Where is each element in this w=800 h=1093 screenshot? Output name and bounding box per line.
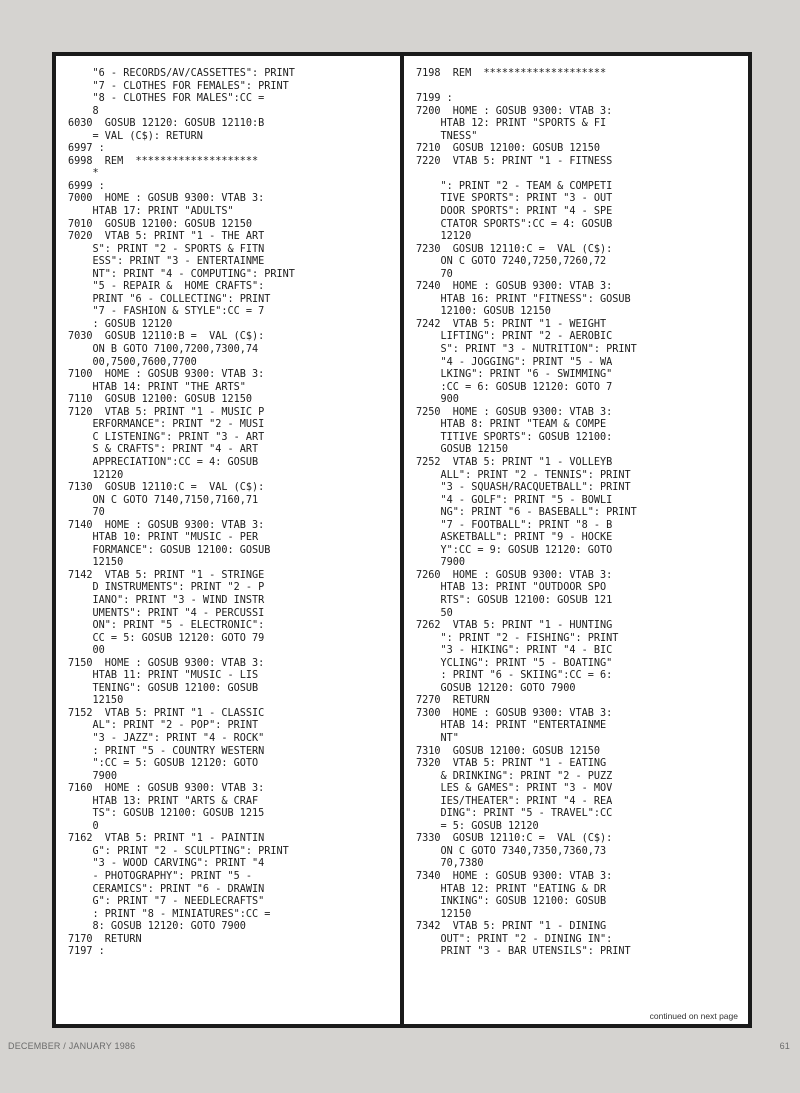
code-line: C LISTENING": PRINT "3 - ART: [68, 431, 265, 443]
code-line: ON C GOTO 7140,7150,7160,71: [68, 494, 259, 506]
code-line: :CC = 6: GOSUB 12120: GOTO 7: [416, 381, 613, 393]
listing-frame: [52, 52, 752, 1028]
page-number: 61: [779, 1041, 790, 1051]
code-line: 7262 VTAB 5: PRINT "1 - HUNTING: [416, 620, 613, 632]
code-line: GOSUB 12150: [416, 444, 509, 456]
code-line: "4 - JOGGING": PRINT "5 - WA: [416, 356, 613, 368]
code-line: 12150: [416, 908, 472, 920]
code-line: PRINT "6 - COLLECTING": PRINT: [68, 293, 271, 305]
code-line: 7220 VTAB 5: PRINT "1 - FITNESS: [416, 155, 613, 167]
code-line: YCLING": PRINT "5 - BOATING": [416, 657, 613, 669]
code-line: 6999 :: [68, 180, 105, 192]
code-line: "6 - RECORDS/AV/CASSETTES": PRINT: [68, 68, 295, 79]
code-line: APPRECIATION":CC = 4: GOSUB: [68, 456, 259, 468]
code-line: ": PRINT "2 - FISHING": PRINT: [416, 632, 619, 644]
code-line: 70: [416, 268, 453, 280]
code-line: NT": PRINT "4 - COMPUTING": PRINT: [68, 268, 295, 280]
code-line: CTATOR SPORTS":CC = 4: GOSUB: [416, 218, 613, 230]
code-line: DOOR SPORTS": PRINT "4 - SPE: [416, 206, 613, 218]
code-line: GOSUB 12120: GOTO 7900: [416, 682, 576, 694]
code-line: "7 - FOOTBALL": PRINT "8 - B: [416, 519, 613, 531]
code-line: 7230 GOSUB 12110:C = VAL (C$):: [416, 243, 613, 255]
code-line: 0: [68, 820, 99, 832]
code-line: TS": GOSUB 12100: GOSUB 1215: [68, 808, 265, 820]
code-line: TNESS": [416, 130, 478, 142]
code-line: "5 - REPAIR & HOME CRAFTS":: [68, 281, 265, 293]
code-line: 7200 HOME : GOSUB 9300: VTAB 3:: [416, 105, 613, 117]
code-line: 7300 HOME : GOSUB 9300: VTAB 3:: [416, 707, 613, 719]
code-line: HTAB 12: PRINT "EATING & DR: [416, 883, 607, 895]
code-line: D INSTRUMENTS": PRINT "2 - P: [68, 582, 265, 594]
code-line: G": PRINT "2 - SCULPTING": PRINT: [68, 845, 289, 857]
code-line: : PRINT "8 - MINIATURES":CC =: [68, 908, 271, 920]
code-line: 7199 :: [416, 93, 453, 105]
code-line: 6997 :: [68, 143, 105, 155]
code-line: ASKETBALL": PRINT "9 - HOCKE: [416, 532, 613, 544]
code-line: TIVE SPORTS": PRINT "3 - OUT: [416, 193, 613, 205]
code-line: "7 - FASHION & STYLE":CC = 7: [68, 306, 265, 318]
code-line: ":CC = 5: GOSUB 12120: GOTO: [68, 758, 259, 770]
code-line: ALL": PRINT "2 - TENNIS": PRINT: [416, 469, 631, 481]
code-line: ON C GOTO 7340,7350,7360,73: [416, 845, 607, 857]
code-line: TENING": GOSUB 12100: GOSUB: [68, 682, 259, 694]
code-line: 12100: GOSUB 12150: [416, 306, 551, 318]
code-line: 12120: [68, 469, 124, 481]
code-line: "3 - HIKING": PRINT "4 - BIC: [416, 645, 613, 657]
code-line: 8: [68, 105, 99, 117]
code-line: 7242 VTAB 5: PRINT "1 - WEIGHT: [416, 318, 607, 330]
code-line: 70: [68, 507, 105, 519]
code-line: : GOSUB 12120: [68, 318, 173, 330]
code-line: 00,7500,7600,7700: [68, 356, 197, 368]
listing-column-right: [404, 56, 748, 1024]
code-line: "3 - WOOD CARVING": PRINT "4: [68, 858, 265, 870]
code-line: NG": PRINT "6 - BASEBALL": PRINT: [416, 507, 637, 519]
code-line: OUT": PRINT "2 - DINING IN":: [416, 933, 613, 945]
code-line: DING": PRINT "5 - TRAVEL":CC: [416, 808, 613, 820]
code-line: "7 - CLOTHES FOR FEMALES": PRINT: [68, 80, 289, 92]
code-line: "4 - GOLF": PRINT "5 - BOWLI: [416, 494, 613, 506]
code-line: 7030 GOSUB 12110:B = VAL (C$):: [68, 331, 265, 343]
continued-note: continued on next page: [649, 1011, 738, 1021]
code-line: NT": [416, 732, 459, 744]
code-line: 7252 VTAB 5: PRINT "1 - VOLLEYB: [416, 456, 613, 468]
code-line: = VAL (C$): RETURN: [68, 130, 203, 142]
code-line: 7110 GOSUB 12100: GOSUB 12150: [68, 394, 253, 406]
code-line: "3 - JAZZ": PRINT "4 - ROCK": [68, 732, 265, 744]
code-line: 7120 VTAB 5: PRINT "1 - MUSIC P: [68, 406, 265, 418]
code-line: ": PRINT "2 - TEAM & COMPETI: [416, 180, 613, 192]
code-line: HTAB 12: PRINT "SPORTS & FI: [416, 118, 607, 130]
code-line: 7130 GOSUB 12110:C = VAL (C$):: [68, 482, 265, 494]
code-line: 6030 GOSUB 12120: GOSUB 12110:B: [68, 118, 265, 130]
code-line: "3 - SQUASH/RACQUETBALL": PRINT: [416, 482, 631, 494]
code-line: CC = 5: GOSUB 12120: GOTO 79: [68, 632, 265, 644]
issue-date: DECEMBER / JANUARY 1986: [8, 1041, 136, 1051]
code-line: - PHOTOGRAPHY": PRINT "5 -: [68, 871, 253, 882]
code-line: HTAB 16: PRINT "FITNESS": GOSUB: [416, 293, 631, 305]
code-line: 7150 HOME : GOSUB 9300: VTAB 3:: [68, 657, 265, 669]
code-line: 7250 HOME : GOSUB 9300: VTAB 3:: [416, 406, 613, 418]
code-line: 50: [416, 607, 453, 619]
code-line: ON": PRINT "5 - ELECTRONIC":: [68, 620, 265, 632]
code-line: : PRINT "6 - SKIING":CC = 6:: [416, 670, 613, 682]
code-line: "8 - CLOTHES FOR MALES":CC =: [68, 93, 265, 105]
code-line: ESS": PRINT "3 - ENTERTAINME: [68, 256, 265, 268]
code-line: PRINT "3 - BAR UTENSILS": PRINT: [416, 946, 631, 958]
code-line: IES/THEATER": PRINT "4 - REA: [416, 795, 613, 807]
code-line: AL": PRINT "2 - POP": PRINT: [68, 720, 259, 732]
code-line: IANO": PRINT "3 - WIND INSTR: [68, 594, 265, 606]
code-line: 7340 HOME : GOSUB 9300: VTAB 3:: [416, 871, 613, 882]
code-line: 7000 HOME : GOSUB 9300: VTAB 3:: [68, 193, 265, 205]
code-line: 7020 VTAB 5: PRINT "1 - THE ART: [68, 231, 265, 243]
code-line: 7900: [68, 770, 118, 782]
code-line: 7310 GOSUB 12100: GOSUB 12150: [416, 745, 601, 757]
code-line: FORMANCE": GOSUB 12100: GOSUB: [68, 544, 271, 556]
code-line: INKING": GOSUB 12100: GOSUB: [416, 896, 607, 908]
code-line: 7100 HOME : GOSUB 9300: VTAB 3:: [68, 369, 265, 381]
code-line: 00: [68, 645, 105, 657]
code-line: HTAB 11: PRINT "MUSIC - LIS: [68, 670, 259, 682]
code-line: 7270 RETURN: [416, 695, 490, 707]
code-line: RTS": GOSUB 12100: GOSUB 121: [416, 594, 613, 606]
code-line: 7900: [416, 557, 466, 569]
code-line: HTAB 14: PRINT "THE ARTS": [68, 381, 246, 393]
code-line: = 5: GOSUB 12120: [416, 820, 539, 832]
code-line: S": PRINT "3 - NUTRITION": PRINT: [416, 344, 637, 356]
code-line: LKING": PRINT "6 - SWIMMING": [416, 369, 613, 381]
code-line: ERFORMANCE": PRINT "2 - MUSI: [68, 419, 265, 431]
code-line: 7342 VTAB 5: PRINT "1 - DINING: [416, 921, 607, 933]
code-line: HTAB 14: PRINT "ENTERTAINME: [416, 720, 607, 732]
code-line: S": PRINT "2 - SPORTS & FITN: [68, 243, 265, 255]
code-line: 8: GOSUB 12120: GOTO 7900: [68, 921, 246, 933]
code-line: 7197 :: [68, 946, 105, 958]
code-line: & DRINKING": PRINT "2 - PUZZ: [416, 770, 613, 782]
code-line: LES & GAMES": PRINT "3 - MOV: [416, 783, 613, 795]
code-line: 900: [416, 394, 459, 406]
code-line: ON C GOTO 7240,7250,7260,72: [416, 256, 607, 268]
code-line: : PRINT "5 - COUNTRY WESTERN: [68, 745, 265, 757]
code-line: HTAB 8: PRINT "TEAM & COMPE: [416, 419, 607, 431]
code-line: HTAB 13: PRINT "OUTDOOR SPO: [416, 582, 607, 594]
code-line: CERAMICS": PRINT "6 - DRAWIN: [68, 883, 265, 895]
code-line: *: [68, 168, 99, 180]
program-listing-left: [68, 68, 392, 959]
code-line: 7140 HOME : GOSUB 9300: VTAB 3:: [68, 519, 265, 531]
code-line: 7010 GOSUB 12100: GOSUB 12150: [68, 218, 253, 230]
code-line: TITIVE SPORTS": GOSUB 12100:: [416, 431, 613, 443]
code-line: G": PRINT "7 - NEEDLECRAFTS": [68, 896, 265, 908]
code-line: 12120: [416, 231, 472, 243]
listing-column-left: [56, 56, 400, 1024]
code-line: 7240 HOME : GOSUB 9300: VTAB 3:: [416, 281, 613, 293]
code-line: 7320 VTAB 5: PRINT "1 - EATING: [416, 758, 607, 770]
code-line: HTAB 10: PRINT "MUSIC - PER: [68, 532, 259, 544]
code-line: ON B GOTO 7100,7200,7300,74: [68, 344, 259, 356]
code-line: HTAB 13: PRINT "ARTS & CRAF: [68, 795, 259, 807]
code-line: 7152 VTAB 5: PRINT "1 - CLASSIC: [68, 707, 265, 719]
code-line: S & CRAFTS": PRINT "4 - ART: [68, 444, 259, 456]
code-line: Y":CC = 9: GOSUB 12120: GOTO: [416, 544, 613, 556]
code-line: 12150: [68, 557, 124, 569]
code-line: 7162 VTAB 5: PRINT "1 - PAINTIN: [68, 833, 265, 845]
program-listing-right: [416, 68, 740, 959]
code-line: 6998 REM ********************: [68, 155, 259, 167]
code-line: 7198 REM ********************: [416, 68, 607, 79]
code-line: LIFTING": PRINT "2 - AEROBIC: [416, 331, 613, 343]
code-line: 7142 VTAB 5: PRINT "1 - STRINGE: [68, 569, 265, 581]
code-line: 7210 GOSUB 12100: GOSUB 12150: [416, 143, 601, 155]
code-line: 7170 RETURN: [68, 933, 142, 945]
code-line: UMENTS": PRINT "4 - PERCUSSI: [68, 607, 265, 619]
code-line: 7330 GOSUB 12110:C = VAL (C$):: [416, 833, 613, 845]
code-line: 7160 HOME : GOSUB 9300: VTAB 3:: [68, 783, 265, 795]
code-line: 70,7380: [416, 858, 484, 870]
code-line: HTAB 17: PRINT "ADULTS": [68, 206, 234, 218]
code-line: 12150: [68, 695, 124, 707]
code-line: 7260 HOME : GOSUB 9300: VTAB 3:: [416, 569, 613, 581]
